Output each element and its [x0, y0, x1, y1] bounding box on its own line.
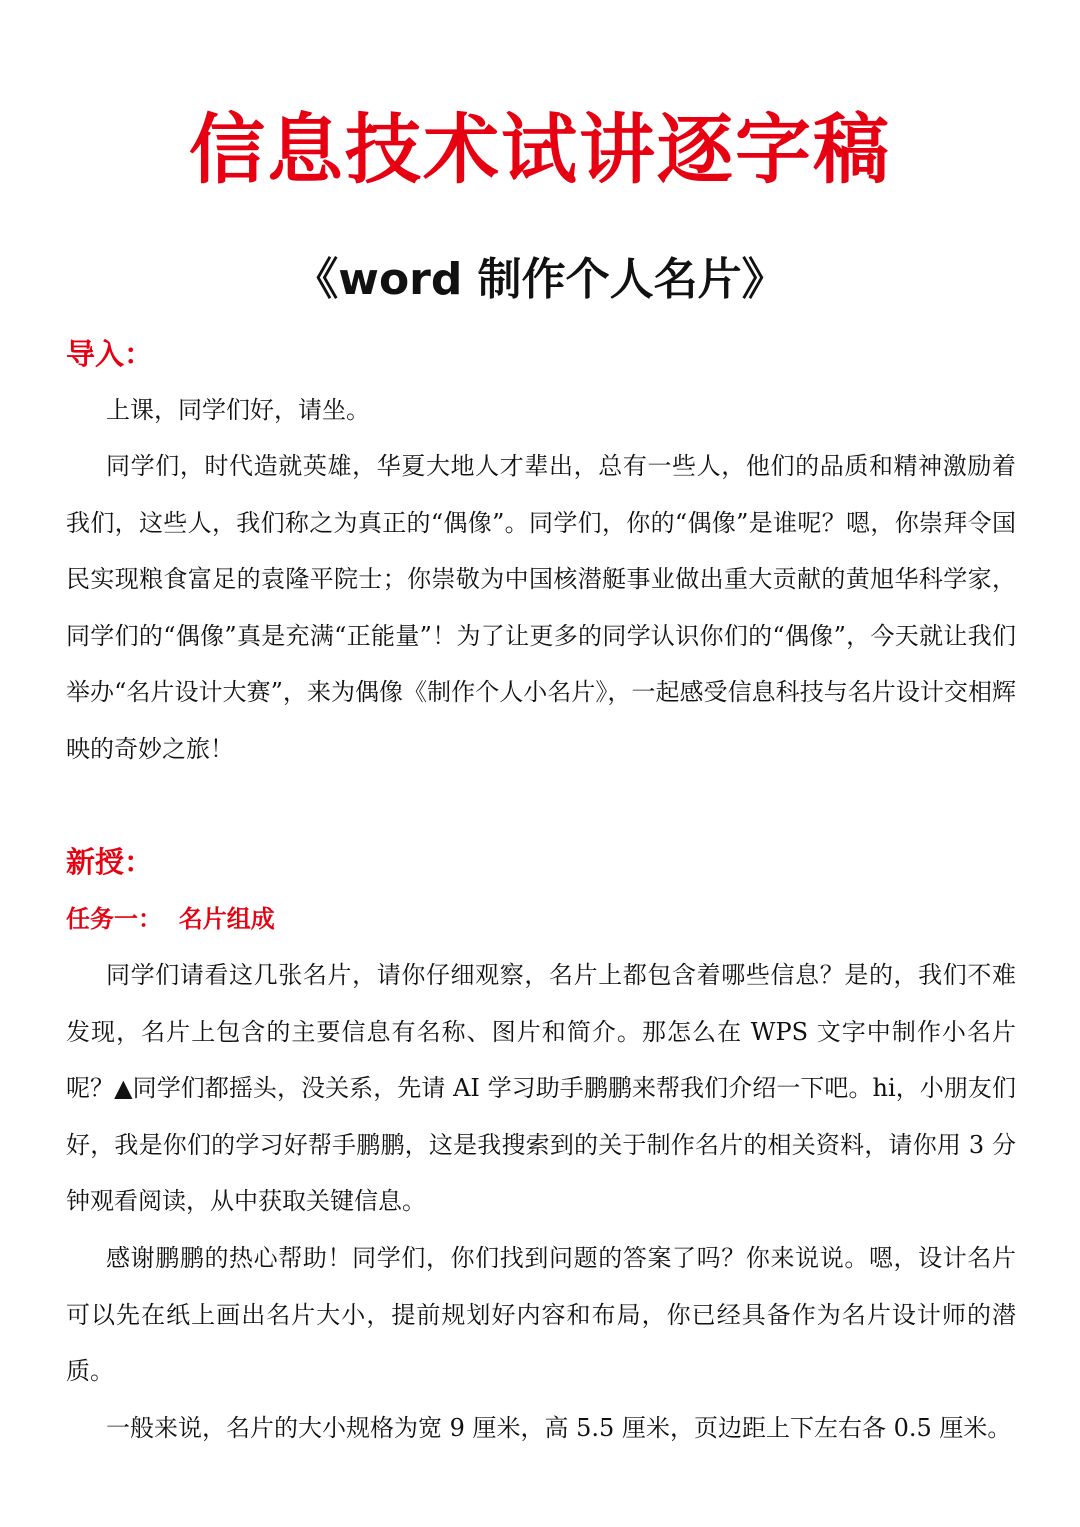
lesson-paragraph-2: 感谢鹏鹏的热心帮助！同学们，你们找到问题的答案了吗？你来说说。嗯，设计名片可以先在纸上画出名片大小，提前规划好内容和布局，你已经具备作为名片设计师的潜质。: [66, 1244, 1016, 1386]
lesson-paragraph-1: 同学们请看这几张名片，请你仔细观察，名片上都包含着哪些信息？是的，我们不难发现，名片上包含的主要信息有名称、图片和简介。那怎么在 WPS 文字中制作小名片呢？▲同学们都摇头，没关系，先请 AI 学习助手鹏鹏来帮我们介绍一下吧。hi，小朋友们好，我是你们的学习好帮手鹏鹏，这是我搜索到的关于制作名片的相关资料，请你用 3 分钟观看阅读，从中获取关键信息。: [66, 961, 1016, 1216]
intro-paragraph-2: 同学们，时代造就英雄，华夏大地人才辈出，总有一些人，他们的品质和精神激励着我们，这些人，我们称之为真正的“偶像”。同学们，你的“偶像”是谁呢？嗯，你崇拜令国民实现粮食富足的袁隆平院士；你崇敬为中国核潜艇事业做出重大贡献的黄旭华科学家，同学们的“偶像”真是充满“正能量”！为了让更多的同学认识你们的“偶像”，今天就让我们举办“名片设计大赛”，来为偶像《制作个人小名片》，一起感受信息科技与名片设计交相辉映的奇妙之旅！: [66, 452, 1016, 763]
document-subtitle: 《word 制作个人名片》: [294, 254, 786, 305]
section-heading-intro: 导入：: [66, 337, 154, 371]
section-heading-new-lesson: 新授：: [66, 845, 154, 879]
lesson-paragraph-3: 一般来说，名片的大小规格为宽 9 厘米，高 5.5 厘米，页边距上下左右各 0.5 厘米。: [106, 1414, 1012, 1442]
document-title: 信息技术试讲逐字稿: [189, 105, 891, 194]
task-heading-1: 任务一： 名片组成: [66, 905, 275, 933]
intro-paragraph-1: 上课，同学们好，请坐。: [106, 396, 370, 424]
